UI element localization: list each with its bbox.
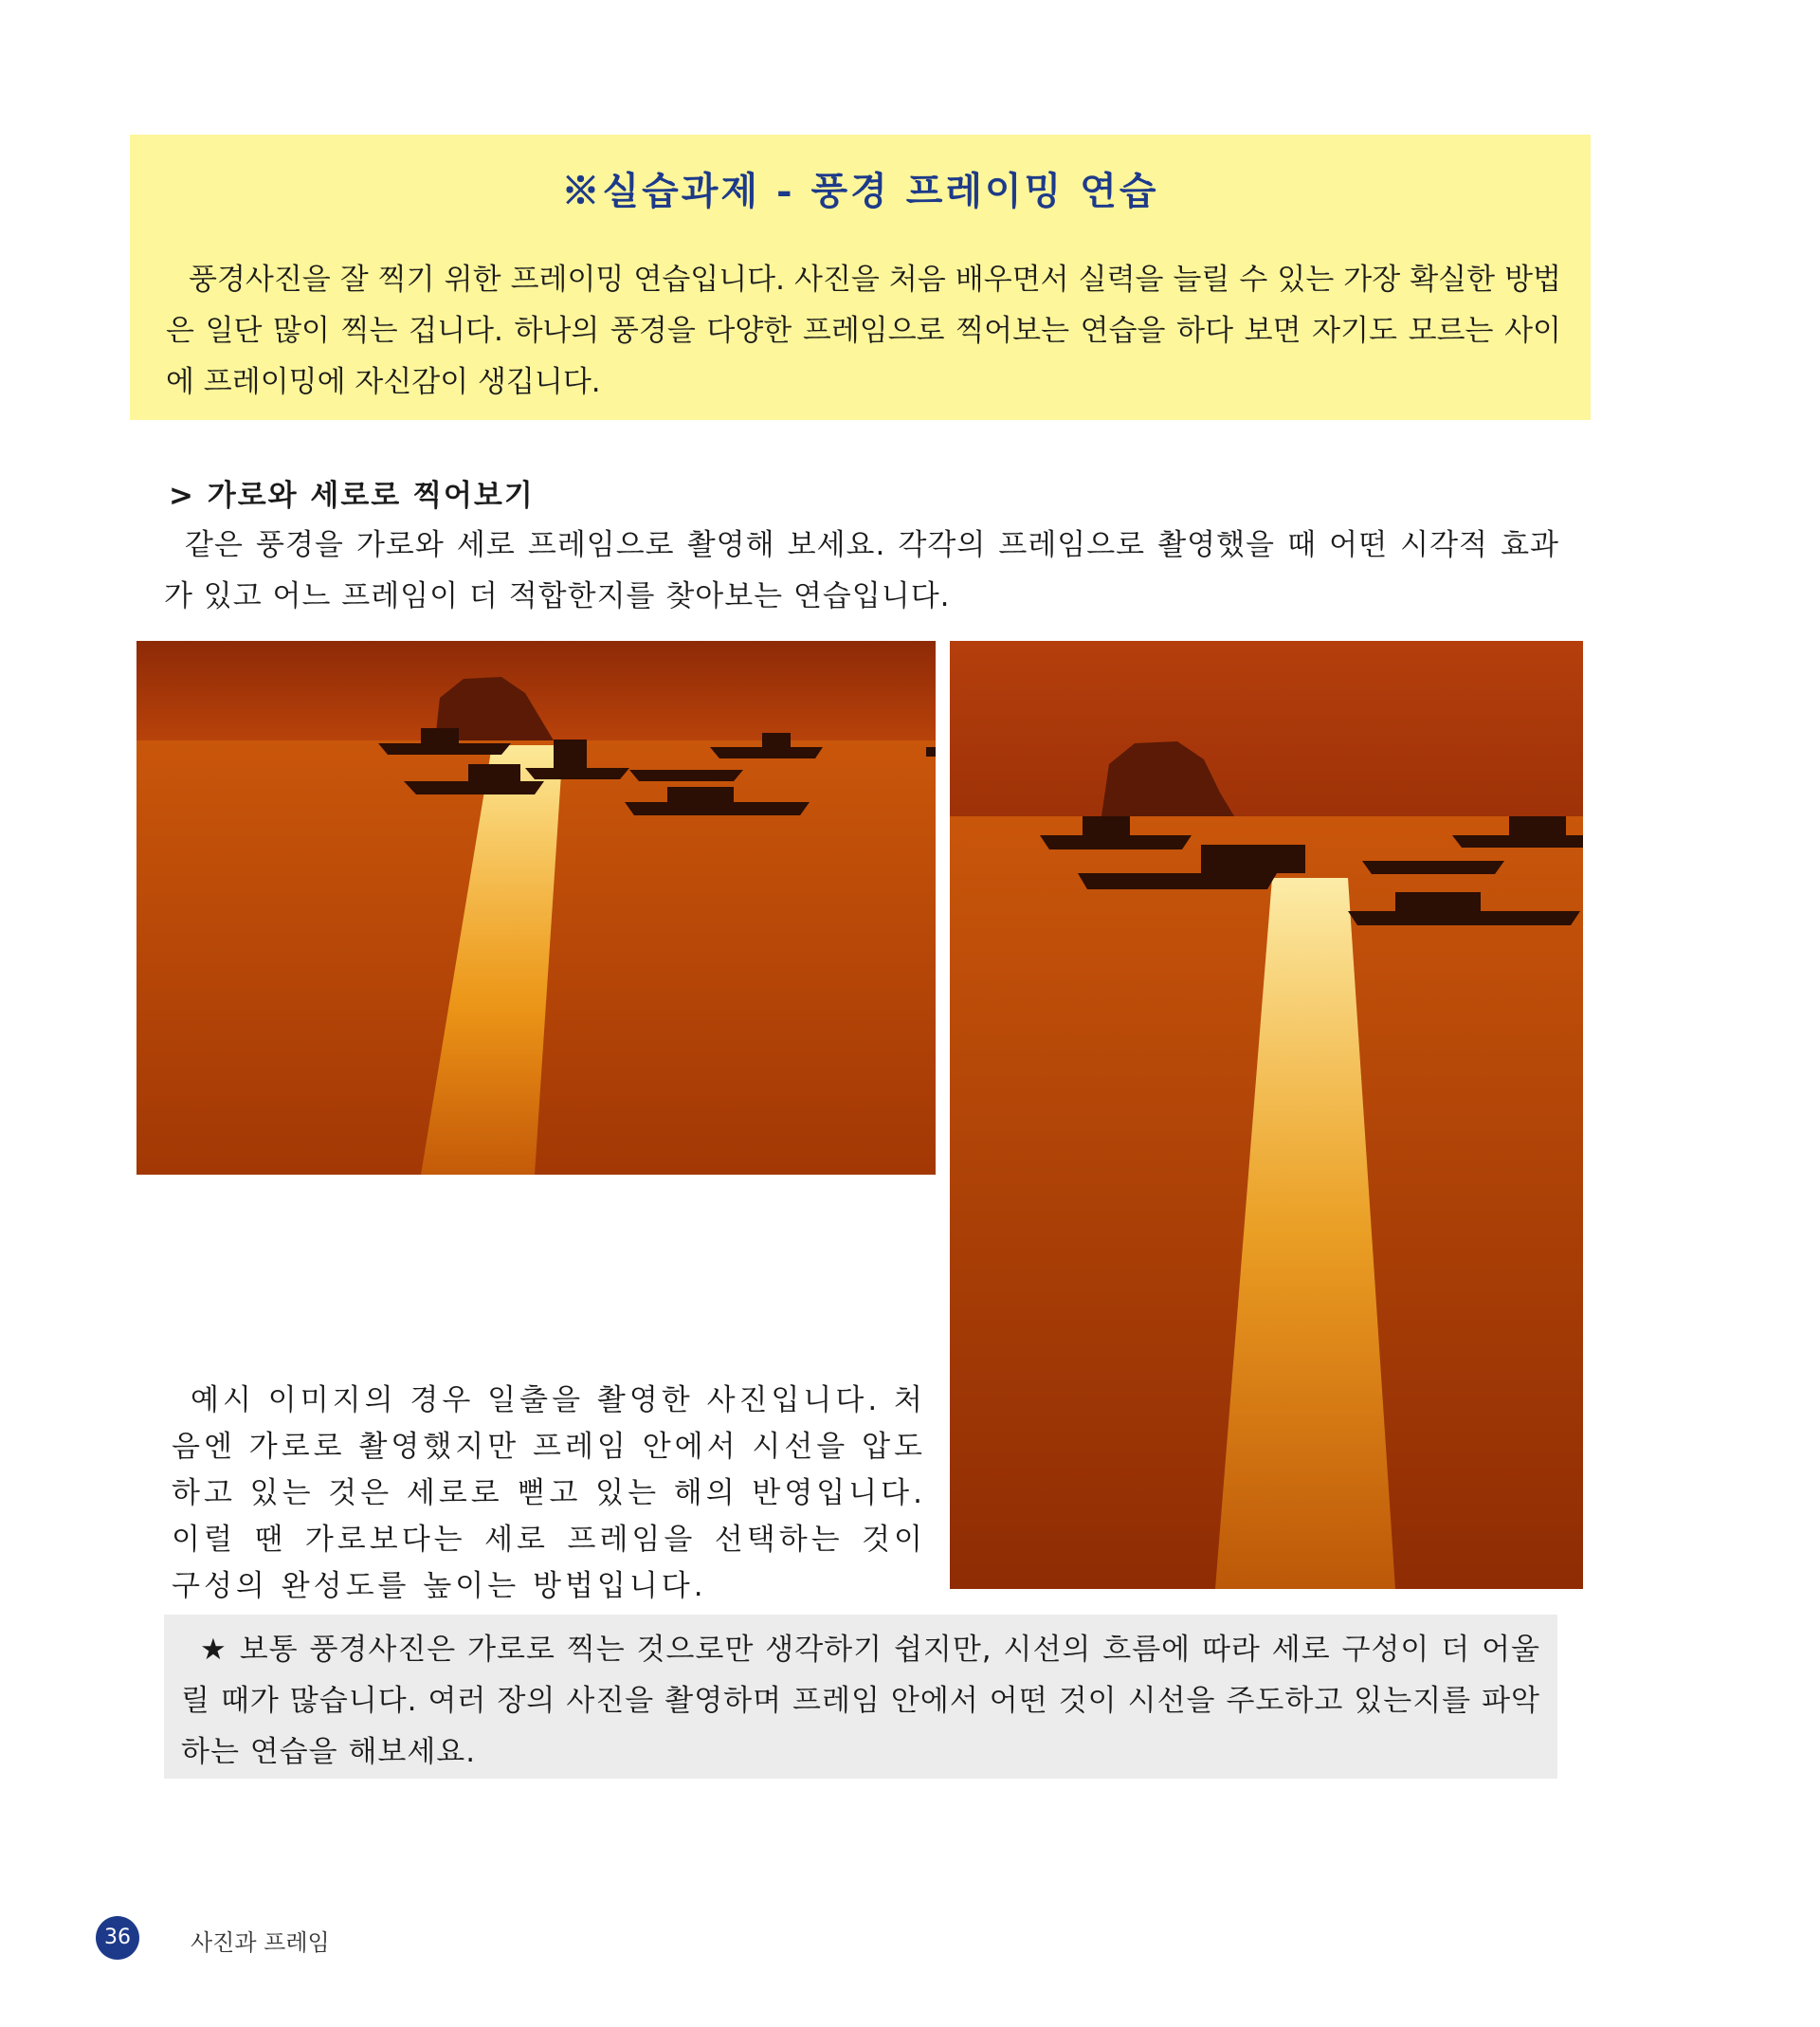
- page-number-badge: 36: [96, 1916, 139, 1960]
- exercise-title: ※실습과제 - 풍경 프레이밍 연습: [561, 169, 1159, 213]
- chapter-title: 사진과 프레임: [191, 1929, 330, 1956]
- tip-text: ★ 보통 풍경사진은 가로로 찍는 것으로만 생각하기 쉽지만, 시선의 흐름에 따라 세로 구성이 더 어울릴 때가 많습니다. 여러 장의 사진을 촬영하며 프레임 안에서 어떤 것이 시선을 주도하고 있는지를 파악하는 연습을 해보세요.: [181, 1633, 1540, 1769]
- portrait-sunset-photo: [950, 641, 1583, 1589]
- exercise-box: [130, 135, 1591, 420]
- exercise-body: 풍경사진을 잘 찍기 위한 프레이밍 연습입니다. 사진을 처음 배우면서 실력을 늘릴 수 있는 가장 확실한 방법은 일단 많이 찍는 겁니다. 하나의 풍경을 다양한 프레임으로 찍어보는 연습을 하다 보면 자기도 모르는 사이에 프레이밍에 자신감이 생깁니다.: [166, 263, 1561, 399]
- landscape-sunset-photo: [136, 641, 936, 1175]
- tip-box: [164, 1615, 1557, 1779]
- example-description: 예시 이미지의 경우 일출을 촬영한 사진입니다. 처음엔 가로로 촬영했지만 프레임 안에서 시선을 압도하고 있는 것은 세로로 뻗고 있는 해의 반영입니다. 이럴 땐 가로보다는 세로 프레임을 선택하는 것이 구성의 완성도를 높이는 방법입니다.: [172, 1383, 926, 1603]
- section-heading: > 가로와 세로로 찍어보기: [169, 479, 535, 513]
- section-body: 같은 풍경을 가로와 세로 프레임으로 촬영해 보세요. 각각의 프레임으로 촬영했을 때 어떤 시각적 효과가 있고 어느 프레임이 더 적합한지를 찾아보는 연습입니다.: [164, 528, 1559, 613]
